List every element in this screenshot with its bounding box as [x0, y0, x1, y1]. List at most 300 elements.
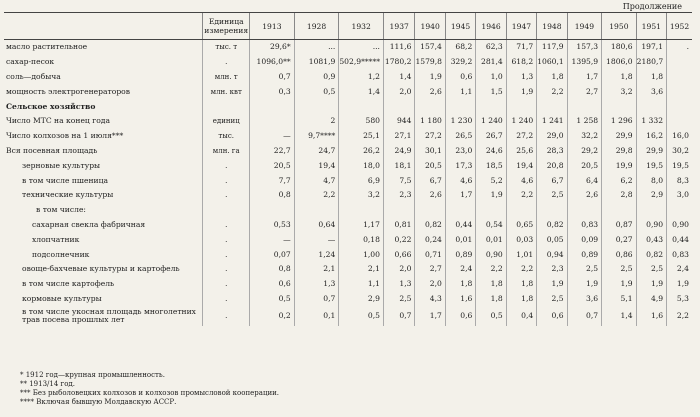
table-row	[4, 99, 692, 114]
value-cell: —	[250, 129, 295, 144]
header-cell-year: 1945	[445, 13, 475, 40]
value-cell: 27,2	[415, 129, 445, 144]
row-label: Вся посевная площадь	[6, 145, 98, 155]
value-cell: 1,9	[602, 277, 637, 292]
row-label: в том числе укосная площадь многолетних трав посева прошлых лет	[22, 307, 196, 325]
footnotes	[20, 371, 279, 407]
value-cell: 180,6	[602, 40, 637, 55]
value-cell	[636, 99, 666, 114]
value-cell: 25,6	[506, 144, 536, 159]
value-cell: 0,4	[506, 306, 536, 326]
value-cell: 3,6	[567, 292, 602, 307]
value-cell: 5,3	[667, 292, 692, 307]
value-cell: 1,3	[383, 277, 414, 292]
value-cell: 30,1	[415, 144, 445, 159]
table-row	[4, 158, 692, 173]
value-cell: 0,82	[636, 247, 666, 262]
value-cell: 2,5	[537, 188, 567, 203]
value-cell: 1,7	[567, 70, 602, 85]
value-cell: 618,2	[506, 55, 536, 70]
value-cell: 2,1	[294, 262, 339, 277]
value-cell: 1,2	[339, 70, 384, 85]
value-cell: 2,0	[383, 84, 414, 99]
unit-cell: .	[203, 158, 250, 173]
unit-cell: млн. га	[203, 144, 250, 159]
value-cell	[250, 203, 295, 218]
value-cell: 2,1	[339, 262, 384, 277]
table-row	[4, 70, 692, 85]
value-cell: 2,2	[506, 262, 536, 277]
value-cell: 1 296	[602, 114, 637, 129]
value-cell: 2,5	[537, 292, 567, 307]
value-cell: 1060,1	[537, 55, 567, 70]
value-cell: 1,4	[339, 84, 384, 99]
value-cell: 4,7	[294, 173, 339, 188]
value-cell: 0,03	[506, 232, 536, 247]
value-cell	[636, 203, 666, 218]
value-cell: 26,5	[445, 129, 475, 144]
row-label: масло растительное	[6, 42, 88, 52]
value-cell: —	[250, 232, 295, 247]
continuation-label: Продолжение	[622, 2, 682, 11]
value-cell: 0,54	[476, 218, 506, 233]
value-cell	[294, 99, 339, 114]
value-cell: 0,83	[567, 218, 602, 233]
value-cell: 4,6	[506, 173, 536, 188]
value-cell: 19,5	[636, 158, 666, 173]
value-cell: 23,0	[445, 144, 475, 159]
value-cell: 26,2	[339, 144, 384, 159]
value-cell: 9,7****	[294, 129, 339, 144]
value-cell: 0,8	[250, 262, 295, 277]
value-cell: 24,6	[476, 144, 506, 159]
table-row	[4, 55, 692, 70]
value-cell: 1,8	[506, 277, 536, 292]
row-label: хлопчатник	[32, 234, 80, 244]
value-cell: 0,53	[250, 218, 295, 233]
unit-cell: .	[203, 292, 250, 307]
value-cell: 0,6	[445, 306, 475, 326]
value-cell	[602, 99, 637, 114]
row-label: зерновые культуры	[22, 160, 101, 170]
value-cell: 2,7	[415, 262, 445, 277]
value-cell: 1,8	[506, 292, 536, 307]
unit-cell: .	[203, 277, 250, 292]
value-cell: 3,2	[602, 84, 637, 99]
value-cell: 20,8	[537, 158, 567, 173]
table-row	[4, 306, 692, 326]
value-cell: 1,3	[294, 277, 339, 292]
unit-cell: единиц	[203, 114, 250, 129]
table-row	[4, 292, 692, 307]
header-cell-year: 1952	[667, 13, 692, 40]
value-cell: 1395,9	[567, 55, 602, 70]
value-cell: 197,1	[636, 40, 666, 55]
footnote: **** Включая бывшую Молдавскую АССР.	[20, 398, 177, 406]
value-cell: 24,9	[383, 144, 414, 159]
value-cell: 5,2	[476, 173, 506, 188]
value-cell: 8,3	[667, 173, 692, 188]
value-cell: 17,3	[445, 158, 475, 173]
value-cell: ...	[294, 40, 339, 55]
value-cell: 71,7	[506, 40, 536, 55]
table-row	[4, 84, 692, 99]
value-cell: 0,18	[339, 232, 384, 247]
header-cell-year: 1913	[250, 13, 295, 40]
value-cell: 1,00	[339, 247, 384, 262]
value-cell: 0,09	[567, 232, 602, 247]
value-cell: 19,4	[294, 158, 339, 173]
value-cell: 2,4	[445, 262, 475, 277]
value-cell: 18,5	[476, 158, 506, 173]
table-header-row	[4, 13, 692, 40]
unit-cell	[203, 203, 250, 218]
value-cell: 1,9	[537, 277, 567, 292]
value-cell	[567, 99, 602, 114]
value-cell: 2	[294, 114, 339, 129]
value-cell: 3,6	[636, 84, 666, 99]
value-cell: 1,9	[567, 277, 602, 292]
value-cell: 6,7	[415, 173, 445, 188]
value-cell: 1579,8	[415, 55, 445, 70]
value-cell: 1806,0	[602, 55, 637, 70]
value-cell: 30,2	[667, 144, 692, 159]
header-cell-year: 1951	[636, 13, 666, 40]
value-cell: 28,3	[537, 144, 567, 159]
header-cell-year: 1948	[537, 13, 567, 40]
value-cell: —	[294, 232, 339, 247]
value-cell: ...	[339, 40, 384, 55]
value-cell: 0,90	[476, 247, 506, 262]
value-cell: 2,3	[537, 262, 567, 277]
value-cell: 0,90	[667, 218, 692, 233]
value-cell	[506, 203, 536, 218]
value-cell: 2,5	[567, 262, 602, 277]
statistics-table	[4, 12, 692, 326]
value-cell: 0,01	[476, 232, 506, 247]
value-cell	[667, 203, 692, 218]
value-cell: 0,5	[250, 292, 295, 307]
value-cell: 6,9	[339, 173, 384, 188]
value-cell: 117,9	[537, 40, 567, 55]
value-cell: .	[667, 40, 692, 55]
row-label: в том числе картофель	[22, 279, 115, 289]
value-cell: 1,4	[383, 70, 414, 85]
value-cell: 1,01	[506, 247, 536, 262]
value-cell: 1,8	[602, 70, 637, 85]
value-cell: 4,3	[415, 292, 445, 307]
value-cell: 1,7	[445, 188, 475, 203]
value-cell	[250, 114, 295, 129]
value-cell: 29,2	[567, 144, 602, 159]
value-cell: 1,8	[445, 277, 475, 292]
unit-cell: .	[203, 247, 250, 262]
value-cell: 2,6	[567, 188, 602, 203]
value-cell: 26,7	[476, 129, 506, 144]
unit-cell	[203, 99, 250, 114]
value-cell: 580	[339, 114, 384, 129]
value-cell: 29,9	[602, 129, 637, 144]
value-cell: 20,5	[567, 158, 602, 173]
value-cell: 62,3	[476, 40, 506, 55]
value-cell: 2,4	[667, 262, 692, 277]
value-cell: 1,9	[415, 70, 445, 85]
value-cell: 0,7	[250, 70, 295, 85]
value-cell	[383, 203, 414, 218]
table-row	[4, 277, 692, 292]
value-cell: 27,2	[506, 129, 536, 144]
value-cell: 2,5	[602, 262, 637, 277]
value-cell: 16,2	[636, 129, 666, 144]
value-cell: 0,7	[294, 292, 339, 307]
header-cell	[4, 13, 203, 40]
value-cell: 0,71	[415, 247, 445, 262]
value-cell	[415, 99, 445, 114]
row-label: кормовые культуры	[22, 293, 102, 303]
row-label: подсолнечник	[32, 249, 90, 259]
value-cell: 1,1	[339, 277, 384, 292]
value-cell: 16,0	[667, 129, 692, 144]
value-cell: 6,7	[537, 173, 567, 188]
value-cell: 0,44	[445, 218, 475, 233]
value-cell	[567, 203, 602, 218]
value-cell	[667, 84, 692, 99]
value-cell	[667, 70, 692, 85]
table-row	[4, 173, 692, 188]
value-cell	[506, 99, 536, 114]
row-label: технические культуры	[22, 190, 114, 200]
value-cell: 4,6	[445, 173, 475, 188]
value-cell: 1,8	[476, 277, 506, 292]
value-cell: 0,7	[567, 306, 602, 326]
value-cell: 0,89	[445, 247, 475, 262]
value-cell: 157,4	[415, 40, 445, 55]
value-cell: 1,0	[476, 70, 506, 85]
value-cell: 1,17	[339, 218, 384, 233]
value-cell: 0,3	[250, 84, 295, 99]
value-cell: 2,5	[383, 292, 414, 307]
value-cell: 2,0	[415, 277, 445, 292]
value-cell: 27,1	[383, 129, 414, 144]
value-cell: 0,27	[602, 232, 637, 247]
value-cell: 5,1	[602, 292, 637, 307]
value-cell: 29,6*	[250, 40, 295, 55]
value-cell	[537, 99, 567, 114]
value-cell: 157,3	[567, 40, 602, 55]
value-cell: 6,2	[602, 173, 637, 188]
table-row	[4, 129, 692, 144]
value-cell: 502,9*****	[339, 55, 384, 70]
value-cell: 0,94	[537, 247, 567, 262]
value-cell: 0,90	[636, 218, 666, 233]
header-cell-year: 1940	[415, 13, 445, 40]
value-cell: 7,5	[383, 173, 414, 188]
row-label: овоще-бахчевые культуры и картофель	[22, 264, 180, 274]
value-cell: 2,2	[294, 188, 339, 203]
value-cell: 0,6	[537, 306, 567, 326]
value-cell: 0,65	[506, 218, 536, 233]
value-cell: 1,4	[602, 306, 637, 326]
row-label: сахар-песок	[6, 57, 55, 67]
unit-cell: .	[203, 173, 250, 188]
table-row	[4, 262, 692, 277]
value-cell	[415, 203, 445, 218]
value-cell: 1,1	[445, 84, 475, 99]
header-cell-year: 1946	[476, 13, 506, 40]
table-row	[4, 40, 692, 55]
value-cell: 0,81	[383, 218, 414, 233]
value-cell: 1 258	[567, 114, 602, 129]
value-cell	[445, 99, 475, 114]
value-cell: 3,0	[667, 188, 692, 203]
value-cell: 7,7	[250, 173, 295, 188]
value-cell: 0,44	[667, 232, 692, 247]
value-cell: 19,9	[602, 158, 637, 173]
table-body	[4, 40, 692, 327]
unit-cell: тыс.	[203, 129, 250, 144]
value-cell: 1,8	[476, 292, 506, 307]
header-cell-year: 1937	[383, 13, 414, 40]
value-cell: 2,6	[415, 84, 445, 99]
value-cell: 19,4	[506, 158, 536, 173]
value-cell: 944	[383, 114, 414, 129]
unit-cell: .	[203, 306, 250, 326]
value-cell: 0,89	[567, 247, 602, 262]
value-cell: 18,1	[383, 158, 414, 173]
row-label: сахарная свекла фабричная	[32, 219, 146, 229]
unit-cell: .	[203, 218, 250, 233]
value-cell	[445, 203, 475, 218]
unit-cell: .	[203, 262, 250, 277]
value-cell: 2,2	[506, 188, 536, 203]
value-cell: 1,9	[506, 84, 536, 99]
footnote: * 1912 год—крупная промышленность.	[20, 371, 165, 379]
value-cell: 0,87	[602, 218, 637, 233]
value-cell: 2,3	[383, 188, 414, 203]
header-cell-year: 1932	[339, 13, 384, 40]
value-cell: 0,82	[415, 218, 445, 233]
value-cell: 29,9	[636, 144, 666, 159]
value-cell	[339, 99, 384, 114]
value-cell: 2,2	[476, 262, 506, 277]
value-cell: 68,2	[445, 40, 475, 55]
row-label: Число колхозов на 1 июля***	[6, 131, 124, 141]
value-cell: 0,6	[445, 70, 475, 85]
value-cell: 29,0	[537, 129, 567, 144]
value-cell: 1,7	[415, 306, 445, 326]
unit-cell: млн. т	[203, 70, 250, 85]
value-cell: 32,2	[567, 129, 602, 144]
value-cell: 1,9	[667, 277, 692, 292]
value-cell: 0,8	[250, 188, 295, 203]
value-cell: 22,7	[250, 144, 295, 159]
value-cell: 2,9	[636, 188, 666, 203]
value-cell: 2,9	[339, 292, 384, 307]
value-cell: 0,22	[383, 232, 414, 247]
value-cell: 2,7	[567, 84, 602, 99]
value-cell: 2,8	[602, 188, 637, 203]
row-label: в том числе пшеница	[22, 175, 108, 185]
value-cell: 1,24	[294, 247, 339, 262]
table-row	[4, 144, 692, 159]
value-cell: 1,9	[636, 277, 666, 292]
value-cell: 0,9	[294, 70, 339, 85]
value-cell: 0,5	[476, 306, 506, 326]
value-cell: 6,4	[567, 173, 602, 188]
value-cell: 2,6	[415, 188, 445, 203]
value-cell: 0,01	[445, 232, 475, 247]
value-cell: 1,8	[537, 70, 567, 85]
value-cell: 1081,9	[294, 55, 339, 70]
value-cell: 281,4	[476, 55, 506, 70]
value-cell	[537, 203, 567, 218]
unit-cell: .	[203, 232, 250, 247]
value-cell: 20,5	[250, 158, 295, 173]
row-label: Число МТС на конец года	[6, 116, 110, 126]
value-cell: 0,1	[294, 306, 339, 326]
value-cell: 1096,0**	[250, 55, 295, 70]
value-cell: 4,9	[636, 292, 666, 307]
footnote: ** 1913/14 год.	[20, 380, 75, 388]
value-cell	[667, 114, 692, 129]
row-label: соль—добыча	[6, 71, 61, 81]
value-cell: 1,5	[476, 84, 506, 99]
value-cell: 1 240	[476, 114, 506, 129]
value-cell	[667, 55, 692, 70]
value-cell: 1,6	[636, 306, 666, 326]
value-cell: 1 332	[636, 114, 666, 129]
value-cell: 2,5	[636, 262, 666, 277]
row-label: мощность электрогенераторов	[6, 86, 131, 96]
value-cell: 0,83	[667, 247, 692, 262]
value-cell: 2,0	[383, 262, 414, 277]
value-cell: 0,66	[383, 247, 414, 262]
value-cell: 1780,2	[383, 55, 414, 70]
value-cell: 20,5	[415, 158, 445, 173]
value-cell: 19,5	[667, 158, 692, 173]
value-cell: 24,7	[294, 144, 339, 159]
unit-cell: тыс. т	[203, 40, 250, 55]
row-label: Сельское хозяйство	[6, 101, 96, 111]
value-cell: 111,6	[383, 40, 414, 55]
value-cell: 0,05	[537, 232, 567, 247]
value-cell	[250, 99, 295, 114]
value-cell: 2180,7	[636, 55, 666, 70]
value-cell: 2,2	[667, 306, 692, 326]
value-cell: 0,43	[636, 232, 666, 247]
unit-cell: .	[203, 55, 250, 70]
value-cell: 8,0	[636, 173, 666, 188]
value-cell: 1 241	[537, 114, 567, 129]
value-cell	[294, 203, 339, 218]
value-cell	[476, 203, 506, 218]
value-cell	[339, 203, 384, 218]
value-cell: 0,07	[250, 247, 295, 262]
value-cell: 0,24	[415, 232, 445, 247]
value-cell	[602, 203, 637, 218]
value-cell: 0,5	[339, 306, 384, 326]
value-cell: 18,0	[339, 158, 384, 173]
value-cell: 0,7	[383, 306, 414, 326]
value-cell: 1,8	[636, 70, 666, 85]
value-cell: 0,6	[250, 277, 295, 292]
value-cell	[667, 99, 692, 114]
value-cell: 0,86	[602, 247, 637, 262]
table-row	[4, 232, 692, 247]
table-row	[4, 188, 692, 203]
header-cell-year: 1928	[294, 13, 339, 40]
value-cell: 29,8	[602, 144, 637, 159]
